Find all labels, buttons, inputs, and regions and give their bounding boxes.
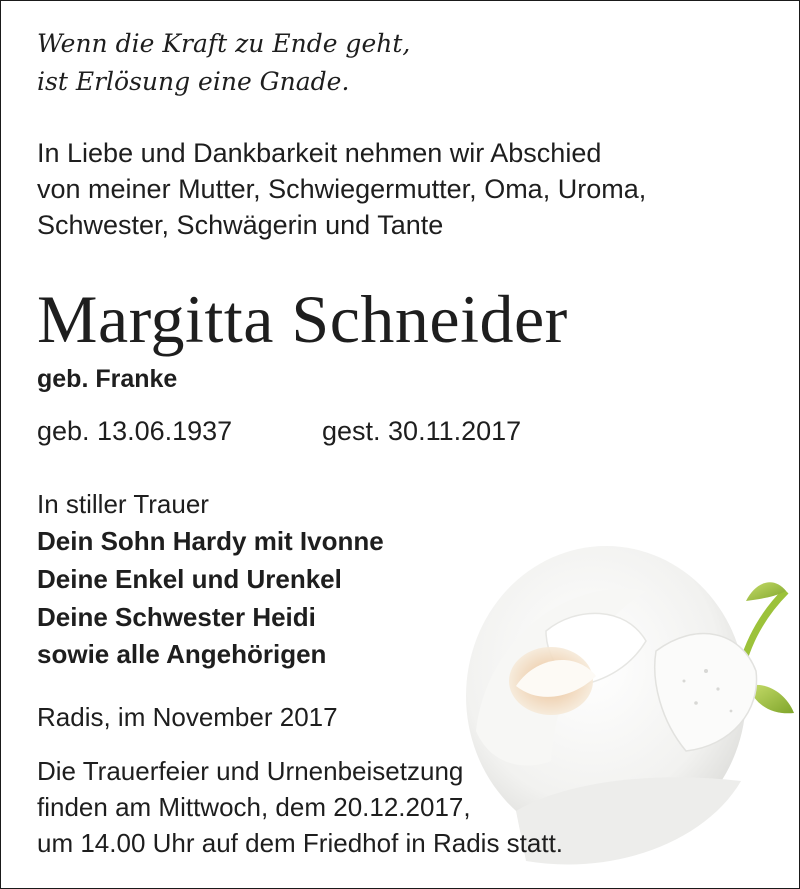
motto-line-2: ist Erlösung eine Gnade. [37, 67, 350, 96]
place-date: Radis, im November 2017 [37, 702, 338, 732]
deceased-name: Margitta Schneider [37, 281, 568, 357]
life-dates [37, 414, 637, 448]
birth-date: geb. 13.06.1937 [37, 416, 233, 446]
mourner-2: Deine Enkel und Urenkel [37, 564, 342, 594]
mourner-1: Dein Sohn Hardy mit Ivonne [37, 526, 384, 556]
mourner-3: Deine Schwester Heidi [37, 602, 316, 632]
ceremony-line-2: finden am Mittwoch, dem 20.12.2017, [37, 792, 471, 822]
maiden-name: geb. Franke [37, 365, 178, 393]
motto-line-1: Wenn die Kraft zu Ende geht, [37, 29, 411, 58]
death-date: gest. 30.11.2017 [322, 416, 522, 446]
intro-line-1: In Liebe und Dankbarkeit nehmen wir Abschied [37, 138, 602, 168]
ceremony-line-1: Die Trauerfeier und Urnenbeisetzung [37, 756, 464, 786]
ceremony-line-3: um 14.00 Uhr auf dem Friedhof in Radis statt. [37, 828, 564, 858]
mourning-intro: In stiller Trauer [37, 489, 209, 519]
intro-line-3: Schwester, Schwägerin und Tante [37, 210, 444, 240]
intro-line-2: von meiner Mutter, Schwiegermutter, Oma, Uroma, [37, 174, 647, 204]
mourner-4: sowie alle Angehörigen [37, 639, 327, 669]
